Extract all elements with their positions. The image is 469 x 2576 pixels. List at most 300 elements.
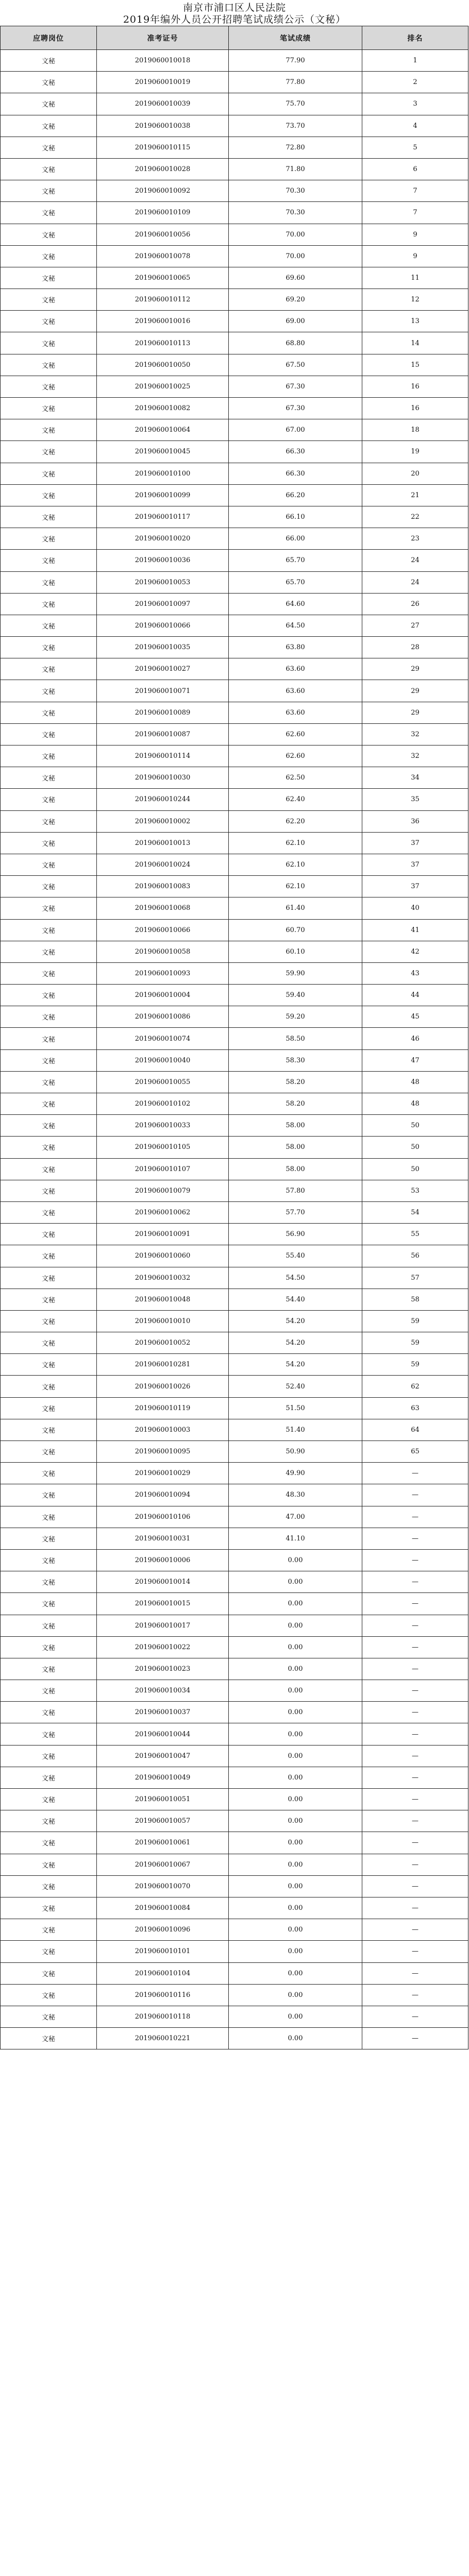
cell-rank: 29 (362, 702, 468, 723)
cell-score: 59.40 (229, 985, 362, 1006)
cell-score: 62.60 (229, 723, 362, 745)
cell-exam-id: 2019060010113 (97, 332, 229, 354)
cell-position: 文秘 (1, 1028, 97, 1049)
cell-rank: 7 (362, 202, 468, 224)
table-row (1, 1723, 468, 1745)
cell-position: 文秘 (1, 93, 97, 115)
cell-rank: — (362, 1615, 468, 1636)
table-row (1, 1767, 468, 1788)
cell-exam-id: 2019060010051 (97, 1789, 229, 1810)
cell-position: 文秘 (1, 1463, 97, 1484)
table-row (1, 1267, 468, 1289)
table-row (1, 1224, 468, 1245)
table-row (1, 637, 468, 658)
table-row (1, 1506, 468, 1528)
cell-exam-id: 2019060010015 (97, 1593, 229, 1615)
table-row (1, 854, 468, 875)
table-row (1, 832, 468, 854)
column-header-rank: 排名 (362, 26, 468, 50)
cell-exam-id: 2019060010028 (97, 158, 229, 180)
cell-score: 0.00 (229, 1636, 362, 1658)
cell-rank: 50 (362, 1115, 468, 1137)
cell-exam-id: 2019060010044 (97, 1723, 229, 1745)
cell-score: 67.00 (229, 419, 362, 441)
table-row (1, 658, 468, 680)
table-row (1, 202, 468, 224)
cell-position: 文秘 (1, 441, 97, 463)
table-row (1, 506, 468, 528)
cell-rank: 4 (362, 115, 468, 137)
table-row (1, 1702, 468, 1723)
cell-exam-id: 2019060010053 (97, 571, 229, 593)
cell-position: 文秘 (1, 224, 97, 245)
cell-exam-id: 2019060010058 (97, 941, 229, 962)
cell-rank: 16 (362, 376, 468, 397)
table-row (1, 1941, 468, 1962)
cell-score: 60.10 (229, 941, 362, 962)
cell-position: 文秘 (1, 1419, 97, 1440)
cell-score: 62.60 (229, 745, 362, 767)
cell-score: 63.80 (229, 637, 362, 658)
cell-score: 57.70 (229, 1201, 362, 1223)
cell-rank: 45 (362, 1006, 468, 1028)
cell-exam-id: 2019060010112 (97, 289, 229, 311)
table-row (1, 463, 468, 484)
table-row (1, 1962, 468, 1984)
cell-score: 59.20 (229, 1006, 362, 1028)
cell-exam-id: 2019060010047 (97, 1745, 229, 1767)
cell-score: 41.10 (229, 1528, 362, 1549)
cell-exam-id: 2019060010017 (97, 1615, 229, 1636)
cell-position: 文秘 (1, 985, 97, 1006)
table-row (1, 1875, 468, 1897)
cell-score: 0.00 (229, 1767, 362, 1788)
cell-position: 文秘 (1, 637, 97, 658)
cell-position: 文秘 (1, 376, 97, 397)
cell-score: 73.70 (229, 115, 362, 137)
cell-position: 文秘 (1, 267, 97, 289)
cell-score: 54.20 (229, 1332, 362, 1354)
cell-rank: 59 (362, 1354, 468, 1376)
cell-rank: 57 (362, 1267, 468, 1289)
cell-score: 56.90 (229, 1224, 362, 1245)
cell-exam-id: 2019060010095 (97, 1441, 229, 1463)
column-header-position: 应聘岗位 (1, 26, 97, 50)
cell-position: 文秘 (1, 1245, 97, 1267)
cell-rank: — (362, 1962, 468, 1984)
cell-score: 0.00 (229, 1962, 362, 1984)
cell-score: 67.30 (229, 376, 362, 397)
cell-exam-id: 2019060010071 (97, 680, 229, 702)
cell-exam-id: 2019060010094 (97, 1484, 229, 1506)
cell-exam-id: 2019060010030 (97, 767, 229, 789)
cell-rank: — (362, 1832, 468, 1854)
cell-rank: — (362, 2028, 468, 2049)
cell-exam-id: 2019060010038 (97, 115, 229, 137)
cell-score: 69.60 (229, 267, 362, 289)
cell-rank: 59 (362, 1332, 468, 1354)
table-row (1, 1354, 468, 1376)
cell-rank: 36 (362, 810, 468, 832)
table-row (1, 745, 468, 767)
table-row (1, 615, 468, 636)
cell-score: 77.90 (229, 50, 362, 72)
cell-score: 61.40 (229, 897, 362, 919)
cell-position: 文秘 (1, 1549, 97, 1571)
cell-rank: 62 (362, 1376, 468, 1397)
cell-score: 58.00 (229, 1158, 362, 1180)
cell-position: 文秘 (1, 789, 97, 810)
table-row (1, 941, 468, 962)
cell-rank: — (362, 1767, 468, 1788)
cell-score: 54.50 (229, 1267, 362, 1289)
cell-exam-id: 2019060010032 (97, 1267, 229, 1289)
cell-rank: 42 (362, 941, 468, 962)
cell-exam-id: 2019060010060 (97, 1245, 229, 1267)
cell-exam-id: 2019060010087 (97, 723, 229, 745)
cell-exam-id: 2019060010056 (97, 224, 229, 245)
cell-exam-id: 2019060010116 (97, 1984, 229, 2006)
table-row (1, 419, 468, 441)
cell-score: 66.30 (229, 441, 362, 463)
cell-rank: 24 (362, 550, 468, 571)
cell-rank: 59 (362, 1310, 468, 1332)
cell-score: 0.00 (229, 1984, 362, 2006)
table-row (1, 115, 468, 137)
cell-rank: 2 (362, 72, 468, 93)
cell-exam-id: 2019060010029 (97, 1463, 229, 1484)
cell-rank: 18 (362, 419, 468, 441)
table-row (1, 93, 468, 115)
cell-score: 59.90 (229, 962, 362, 984)
table-row (1, 376, 468, 397)
cell-rank: 43 (362, 962, 468, 984)
cell-exam-id: 2019060010004 (97, 985, 229, 1006)
announcement-title: 2019年编外人员公开招聘笔试成绩公示（文秘） (123, 14, 346, 25)
cell-position: 文秘 (1, 1919, 97, 1941)
cell-rank: 53 (362, 1180, 468, 1201)
cell-exam-id: 2019060010019 (97, 72, 229, 93)
table-row (1, 680, 468, 702)
cell-rank: 54 (362, 1201, 468, 1223)
cell-score: 67.30 (229, 398, 362, 419)
table-row (1, 137, 468, 158)
cell-exam-id: 2019060010039 (97, 93, 229, 115)
cell-position: 文秘 (1, 1723, 97, 1745)
cell-position: 文秘 (1, 1745, 97, 1767)
table-row (1, 245, 468, 267)
cell-score: 66.20 (229, 484, 362, 506)
cell-rank: 29 (362, 680, 468, 702)
cell-score: 62.40 (229, 789, 362, 810)
cell-rank: 13 (362, 311, 468, 332)
cell-position: 文秘 (1, 528, 97, 550)
results-table (0, 26, 468, 2049)
table-row (1, 2028, 468, 2049)
cell-position: 文秘 (1, 1354, 97, 1376)
cell-exam-id: 2019060010027 (97, 658, 229, 680)
table-row (1, 571, 468, 593)
cell-exam-id: 2019060010003 (97, 1419, 229, 1440)
cell-position: 文秘 (1, 550, 97, 571)
cell-position: 文秘 (1, 571, 97, 593)
cell-score: 58.30 (229, 1049, 362, 1071)
cell-rank: — (362, 1897, 468, 1919)
table-row (1, 1549, 468, 1571)
table-row (1, 1528, 468, 1549)
cell-position: 文秘 (1, 1680, 97, 1702)
cell-score: 54.20 (229, 1354, 362, 1376)
cell-position: 文秘 (1, 72, 97, 93)
cell-position: 文秘 (1, 2006, 97, 2027)
cell-rank: — (362, 1875, 468, 1897)
cell-position: 文秘 (1, 311, 97, 332)
cell-rank: 22 (362, 506, 468, 528)
cell-position: 文秘 (1, 745, 97, 767)
cell-rank: 65 (362, 1441, 468, 1463)
cell-position: 文秘 (1, 1832, 97, 1854)
cell-exam-id: 2019060010006 (97, 1549, 229, 1571)
table-row (1, 1636, 468, 1658)
cell-rank: 21 (362, 484, 468, 506)
cell-score: 70.00 (229, 224, 362, 245)
cell-position: 文秘 (1, 202, 97, 224)
cell-score: 0.00 (229, 1745, 362, 1767)
cell-rank: 56 (362, 1245, 468, 1267)
cell-rank: 23 (362, 528, 468, 550)
cell-score: 0.00 (229, 1941, 362, 1962)
court-name: 南京市浦口区人民法院 (182, 2, 286, 13)
cell-score: 0.00 (229, 1854, 362, 1875)
cell-score: 62.20 (229, 810, 362, 832)
cell-exam-id: 2019060010066 (97, 919, 229, 941)
cell-rank: 3 (362, 93, 468, 115)
table-row (1, 1028, 468, 1049)
cell-score: 58.20 (229, 1071, 362, 1093)
cell-exam-id: 2019060010221 (97, 2028, 229, 2049)
cell-position: 文秘 (1, 615, 97, 636)
table-row (1, 1158, 468, 1180)
cell-position: 文秘 (1, 1810, 97, 1832)
cell-rank: 58 (362, 1289, 468, 1310)
cell-rank: 19 (362, 441, 468, 463)
cell-exam-id: 2019060010104 (97, 1962, 229, 1984)
table-row (1, 723, 468, 745)
cell-exam-id: 2019060010099 (97, 484, 229, 506)
cell-position: 文秘 (1, 398, 97, 419)
cell-score: 0.00 (229, 2006, 362, 2027)
cell-rank: — (362, 1506, 468, 1528)
cell-score: 47.00 (229, 1506, 362, 1528)
cell-score: 0.00 (229, 1702, 362, 1723)
table-row (1, 1310, 468, 1332)
cell-rank: 6 (362, 158, 468, 180)
cell-score: 63.60 (229, 658, 362, 680)
table-row (1, 1332, 468, 1354)
cell-rank: 47 (362, 1049, 468, 1071)
cell-exam-id: 2019060010109 (97, 202, 229, 224)
cell-rank: 48 (362, 1093, 468, 1115)
cell-rank: — (362, 1528, 468, 1549)
cell-rank: 64 (362, 1419, 468, 1440)
cell-position: 文秘 (1, 1201, 97, 1223)
cell-score: 0.00 (229, 1549, 362, 1571)
cell-score: 60.70 (229, 919, 362, 941)
table-row (1, 1832, 468, 1854)
cell-exam-id: 2019060010114 (97, 745, 229, 767)
cell-score: 77.80 (229, 72, 362, 93)
cell-rank: — (362, 1789, 468, 1810)
cell-rank: — (362, 2006, 468, 2027)
cell-exam-id: 2019060010100 (97, 463, 229, 484)
cell-score: 0.00 (229, 1615, 362, 1636)
cell-exam-id: 2019060010097 (97, 593, 229, 615)
table-row (1, 550, 468, 571)
cell-score: 58.50 (229, 1028, 362, 1049)
cell-position: 文秘 (1, 702, 97, 723)
cell-exam-id: 2019060010101 (97, 1941, 229, 1962)
cell-score: 58.00 (229, 1137, 362, 1158)
cell-rank: 12 (362, 289, 468, 311)
cell-rank: 40 (362, 897, 468, 919)
cell-score: 57.80 (229, 1180, 362, 1201)
cell-position: 文秘 (1, 1962, 97, 1984)
cell-rank: 9 (362, 245, 468, 267)
cell-position: 文秘 (1, 941, 97, 962)
cell-score: 71.80 (229, 158, 362, 180)
cell-position: 文秘 (1, 1636, 97, 1658)
table-header-row (1, 26, 468, 50)
cell-score: 64.60 (229, 593, 362, 615)
table-row (1, 1006, 468, 1028)
cell-exam-id: 2019060010102 (97, 1093, 229, 1115)
cell-exam-id: 2019060010065 (97, 267, 229, 289)
cell-exam-id: 2019060010020 (97, 528, 229, 550)
cell-rank: — (362, 1702, 468, 1723)
cell-position: 文秘 (1, 1615, 97, 1636)
cell-exam-id: 2019060010074 (97, 1028, 229, 1049)
table-row (1, 1571, 468, 1593)
cell-position: 文秘 (1, 1854, 97, 1875)
cell-rank: 1 (362, 50, 468, 72)
cell-rank: 37 (362, 854, 468, 875)
cell-score: 54.20 (229, 1310, 362, 1332)
cell-score: 49.90 (229, 1463, 362, 1484)
cell-score: 0.00 (229, 1593, 362, 1615)
cell-exam-id: 2019060010002 (97, 810, 229, 832)
table-row (1, 1463, 468, 1484)
table-row (1, 876, 468, 897)
cell-position: 文秘 (1, 1049, 97, 1071)
cell-exam-id: 2019060010061 (97, 1832, 229, 1854)
cell-rank: 35 (362, 789, 468, 810)
cell-score: 63.60 (229, 680, 362, 702)
cell-rank: 27 (362, 615, 468, 636)
cell-exam-id: 2019060010010 (97, 1310, 229, 1332)
table-row (1, 1615, 468, 1636)
cell-rank: — (362, 1854, 468, 1875)
cell-position: 文秘 (1, 1441, 97, 1463)
table-row (1, 1115, 468, 1137)
cell-exam-id: 2019060010089 (97, 702, 229, 723)
cell-position: 文秘 (1, 1941, 97, 1962)
cell-exam-id: 2019060010033 (97, 1115, 229, 1137)
cell-exam-id: 2019060010083 (97, 876, 229, 897)
cell-score: 0.00 (229, 1919, 362, 1941)
table-row (1, 1441, 468, 1463)
cell-position: 文秘 (1, 876, 97, 897)
table-row (1, 1854, 468, 1875)
cell-position: 文秘 (1, 919, 97, 941)
cell-score: 0.00 (229, 1832, 362, 1854)
cell-position: 文秘 (1, 332, 97, 354)
cell-score: 70.30 (229, 180, 362, 202)
cell-position: 文秘 (1, 1115, 97, 1137)
column-header-score: 笔试成绩 (229, 26, 362, 50)
cell-rank: 14 (362, 332, 468, 354)
cell-rank: — (362, 1463, 468, 1484)
cell-exam-id: 2019060010118 (97, 2006, 229, 2027)
cell-score: 62.10 (229, 854, 362, 875)
cell-rank: 32 (362, 723, 468, 745)
cell-position: 文秘 (1, 1332, 97, 1354)
cell-score: 0.00 (229, 2028, 362, 2049)
cell-rank: 11 (362, 267, 468, 289)
table-row (1, 1897, 468, 1919)
column-header-exam-id: 准考证号 (97, 26, 229, 50)
cell-exam-id: 2019060010050 (97, 354, 229, 376)
table-row (1, 332, 468, 354)
cell-exam-id: 2019060010117 (97, 506, 229, 528)
cell-rank: 55 (362, 1224, 468, 1245)
cell-score: 0.00 (229, 1875, 362, 1897)
cell-score: 58.00 (229, 1115, 362, 1137)
cell-exam-id: 2019060010025 (97, 376, 229, 397)
cell-exam-id: 2019060010022 (97, 1636, 229, 1658)
cell-score: 70.30 (229, 202, 362, 224)
cell-position: 文秘 (1, 354, 97, 376)
cell-exam-id: 2019060010057 (97, 1810, 229, 1832)
cell-exam-id: 2019060010079 (97, 1180, 229, 1201)
cell-position: 文秘 (1, 1528, 97, 1549)
cell-position: 文秘 (1, 962, 97, 984)
cell-position: 文秘 (1, 1397, 97, 1419)
cell-score: 62.10 (229, 832, 362, 854)
cell-exam-id: 2019060010107 (97, 1158, 229, 1180)
cell-position: 文秘 (1, 1180, 97, 1201)
cell-exam-id: 2019060010014 (97, 1571, 229, 1593)
cell-position: 文秘 (1, 897, 97, 919)
table-row (1, 311, 468, 332)
cell-exam-id: 2019060010018 (97, 50, 229, 72)
table-row (1, 985, 468, 1006)
cell-score: 0.00 (229, 1789, 362, 1810)
cell-exam-id: 2019060010078 (97, 245, 229, 267)
cell-position: 文秘 (1, 245, 97, 267)
table-row (1, 441, 468, 463)
cell-position: 文秘 (1, 658, 97, 680)
cell-rank: — (362, 1549, 468, 1571)
cell-score: 64.50 (229, 615, 362, 636)
table-row (1, 1593, 468, 1615)
cell-position: 文秘 (1, 1006, 97, 1028)
cell-position: 文秘 (1, 2028, 97, 2049)
cell-exam-id: 2019060010052 (97, 1332, 229, 1354)
cell-rank: 37 (362, 832, 468, 854)
cell-exam-id: 2019060010093 (97, 962, 229, 984)
cell-exam-id: 2019060010048 (97, 1289, 229, 1310)
cell-score: 63.60 (229, 702, 362, 723)
